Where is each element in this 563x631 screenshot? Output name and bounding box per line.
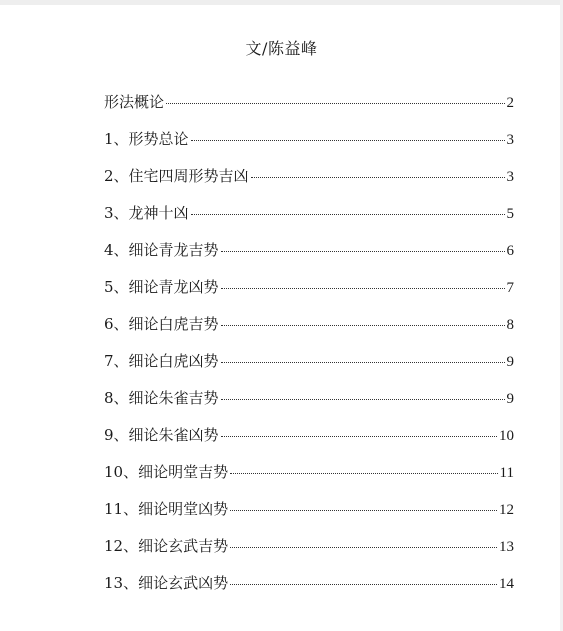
toc-entry-page: 2	[506, 95, 514, 111]
toc-entry-title: 11、细论明堂凶势	[104, 500, 229, 518]
toc-entry-title: 3、龙神十凶	[104, 204, 189, 222]
toc-leader-dots	[221, 436, 497, 437]
toc-leader-dots	[230, 473, 497, 474]
toc-leader-dots	[221, 399, 505, 400]
toc-entry[interactable]	[104, 534, 514, 571]
toc-entry-title: 5、细论青龙凶势	[104, 278, 219, 296]
toc-leader-dots	[251, 177, 505, 178]
toc-entry-page: 9	[506, 391, 514, 407]
toc-entry-title: 9、细论朱雀凶势	[104, 426, 219, 444]
toc-entry-page: 13	[499, 539, 514, 555]
toc-entry-title: 13、细论玄武凶势	[104, 574, 229, 592]
toc-leader-dots	[230, 584, 497, 585]
toc-entry-page: 11	[499, 465, 514, 481]
toc-entry[interactable]	[104, 275, 514, 312]
toc-leader-dots	[230, 547, 497, 548]
toc-leader-dots	[191, 140, 505, 141]
toc-entry-page: 3	[506, 132, 514, 148]
toc-entry-title: 8、细论朱雀吉势	[104, 389, 219, 407]
toc-entry[interactable]	[104, 201, 514, 238]
toc-entry[interactable]	[104, 497, 514, 534]
author-line: 文/陈益峰	[245, 39, 318, 58]
toc-leader-dots	[230, 510, 497, 511]
toc-entry-page: 5	[506, 206, 514, 222]
toc-leader-dots	[221, 362, 505, 363]
toc-entry-page: 8	[506, 317, 514, 333]
toc-entry-title: 10、细论明堂吉势	[104, 463, 229, 481]
toc-leader-dots	[221, 288, 505, 289]
toc-leader-dots	[221, 251, 505, 252]
toc-entry[interactable]	[104, 312, 514, 349]
toc-entry-title: 12、细论玄武吉势	[104, 537, 229, 555]
table-of-contents	[104, 90, 514, 608]
toc-entry-title: 4、细论青龙吉势	[104, 241, 219, 259]
toc-entry[interactable]	[104, 423, 514, 460]
toc-entry-page: 14	[499, 576, 514, 592]
toc-entry[interactable]	[104, 127, 514, 164]
toc-entry-title: 2、住宅四周形势吉凶	[104, 167, 249, 185]
toc-entry-page: 7	[506, 280, 514, 296]
toc-entry[interactable]	[104, 386, 514, 423]
toc-entry[interactable]	[104, 164, 514, 201]
toc-entry-page: 3	[506, 169, 514, 185]
toc-leader-dots	[166, 103, 504, 104]
toc-leader-dots	[191, 214, 505, 215]
toc-entry-page: 9	[506, 354, 514, 370]
toc-leader-dots	[221, 325, 505, 326]
toc-entry-page: 10	[499, 428, 514, 444]
toc-entry[interactable]	[104, 90, 514, 127]
toc-entry-title: 形法概论	[104, 93, 165, 111]
toc-entry-page: 12	[499, 502, 514, 518]
toc-entry[interactable]	[104, 571, 514, 608]
toc-entry[interactable]	[104, 238, 514, 275]
toc-entry-title: 1、形势总论	[104, 130, 189, 148]
toc-entry[interactable]	[104, 349, 514, 386]
toc-entry[interactable]	[104, 460, 514, 497]
toc-entry-title: 7、细论白虎凶势	[104, 352, 219, 370]
toc-entry-title: 6、细论白虎吉势	[104, 315, 219, 333]
toc-entry-page: 6	[506, 243, 514, 259]
